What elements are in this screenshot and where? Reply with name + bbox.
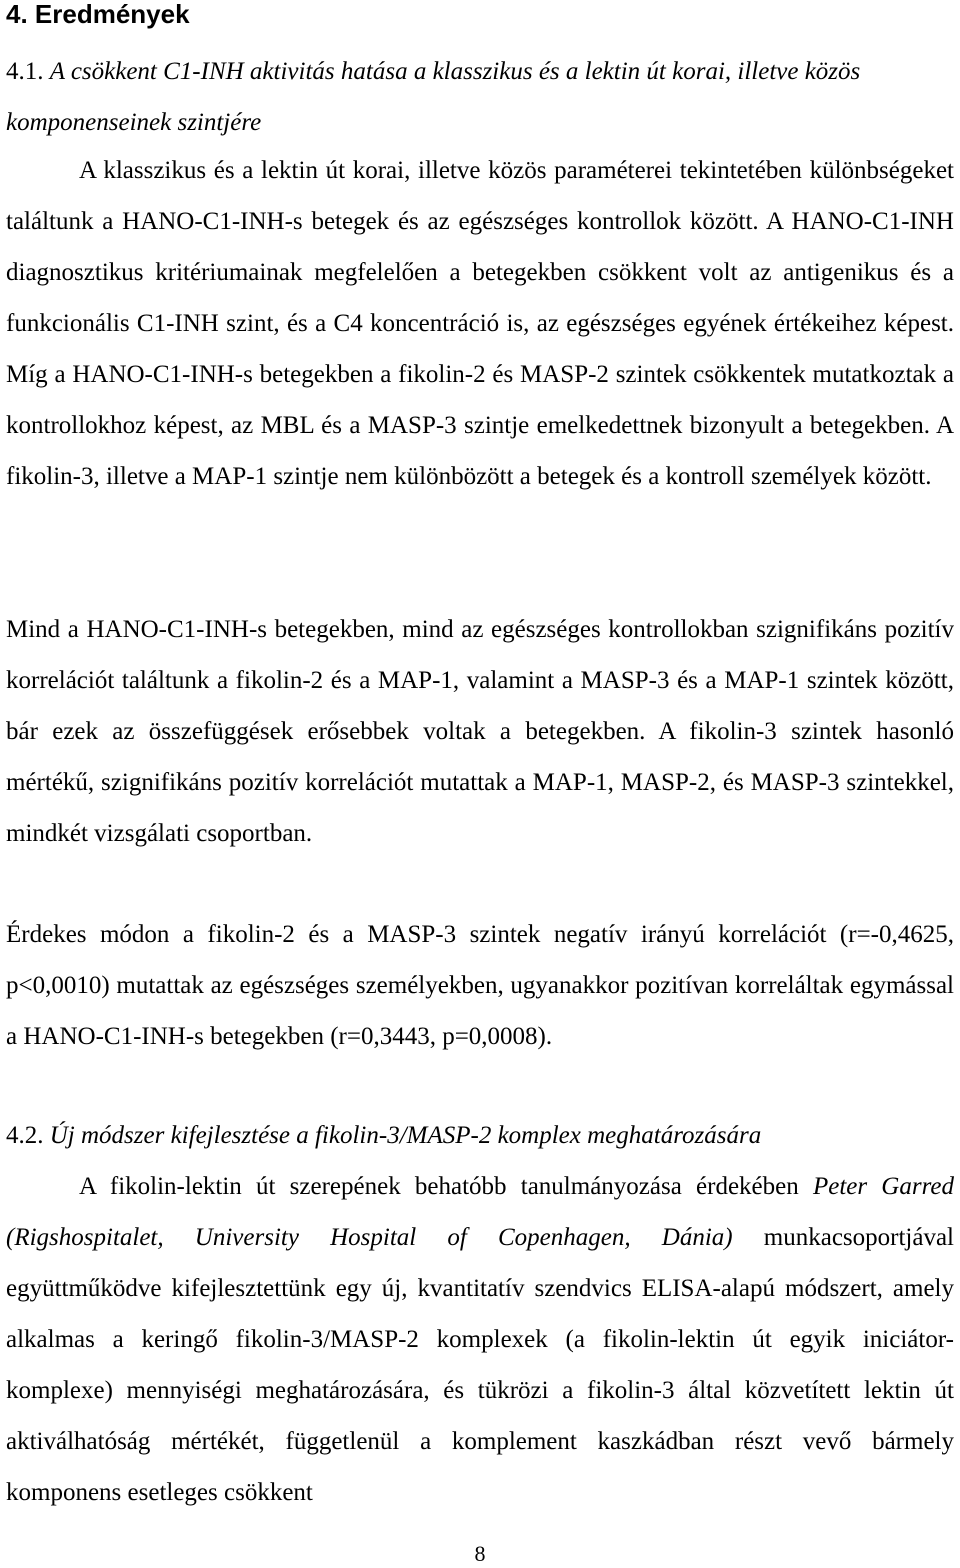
section-heading: 4. Eredmények — [6, 0, 190, 29]
subsection-4-2-title — [6, 1110, 954, 1161]
paragraph-text: A fikolin-lektin út szerepének behatóbb tanulmányozása érdekében — [79, 1173, 813, 1200]
subsection-title-text: A csökkent C1-INH aktivitás hatása a klasszikus és a lektin út korai, illetve közös komponenseinek szintjére — [6, 58, 861, 136]
subsection-number: 4.1. — [6, 58, 44, 85]
subsection-number: 4.2. — [6, 1122, 44, 1149]
paragraph-correlations: Mind a HANO-C1-INH-s betegekben, mind az egészséges kontrollokban szignifikáns pozitív korrelációt találtunk a fikolin-2 és a MAP-1, valamint a MASP-3 és a MAP-1 szintek között, bár ezek az összefüggések erősebbek voltak a betegekben. A fikolin-3 szintek hasonló mértékű, szignifikáns pozitív korrelációt mutattak a MAP-1, MASP-2, és MASP-3 szintekkel, mindkét vizsgálati csoportban. — [6, 616, 954, 847]
paragraph-new-method — [6, 1161, 954, 1518]
collaborator-name: Peter Garred (Rigshospitalet, University Hospital of Copenhagen, Dánia) — [6, 1173, 954, 1251]
page-number: 8 — [474, 1541, 486, 1566]
subsection-4-1-title — [6, 46, 954, 148]
paragraph-negative-correlation: Érdekes módon a fikolin-2 és a MASP-3 szintek negatív irányú korrelációt (r=-0,4625, p<0,0010) mutattak az egészséges személyekben, ugyanakkor pozitívan korreláltak egymással a HANO-C1-INH-s betegekben (r=0,3443, p=0,0008). — [6, 921, 954, 1050]
subsection-title-text: Új módszer kifejlesztése a fikolin-3/MASP-2 komplex meghatározására — [49, 1122, 762, 1149]
paragraph-differences: A klasszikus és a lektin út korai, illetve közös paraméterei tekintetében különbségeket találtunk a HANO-C1-INH-s betegek és az egészséges kontrollok között. A HANO-C1-INH diagnosztikus kritériumainak megfelelően a betegekben csökkent volt az antigenikus és a funkcionális C1-INH szint, és a C4 koncentráció is, az egészséges egyének értékeihez képest. Míg a HANO-C1-INH-s betegekben a fikolin-2 és MASP-2 szintek csökkentek mutatkoztak a kontrollokhoz képest, az MBL és a MASP-3 szintje emelkedettnek bizonyult a betegekben. A fikolin-3, illetve a MAP-1 szintje nem különbözött a betegek és a kontroll személyek között. — [6, 157, 954, 490]
paragraph-text: munkacsoportjával együttműködve kifejlesztettünk egy új, kvantitatív szendvics ELISA-alapú módszert, amely alkalmas a keringő fikolin-3/MASP-2 komplexek (a fikolin-lektin út egyik iniciátor-komplexe) mennyiségi meghatározására, és tükrözi a fikolin-3 által közvetített lektin út aktiválhatóság mértékét, függetlenül a komplement kaszkádban részt vevő bármely komponens esetleges csökkent — [6, 1224, 954, 1506]
